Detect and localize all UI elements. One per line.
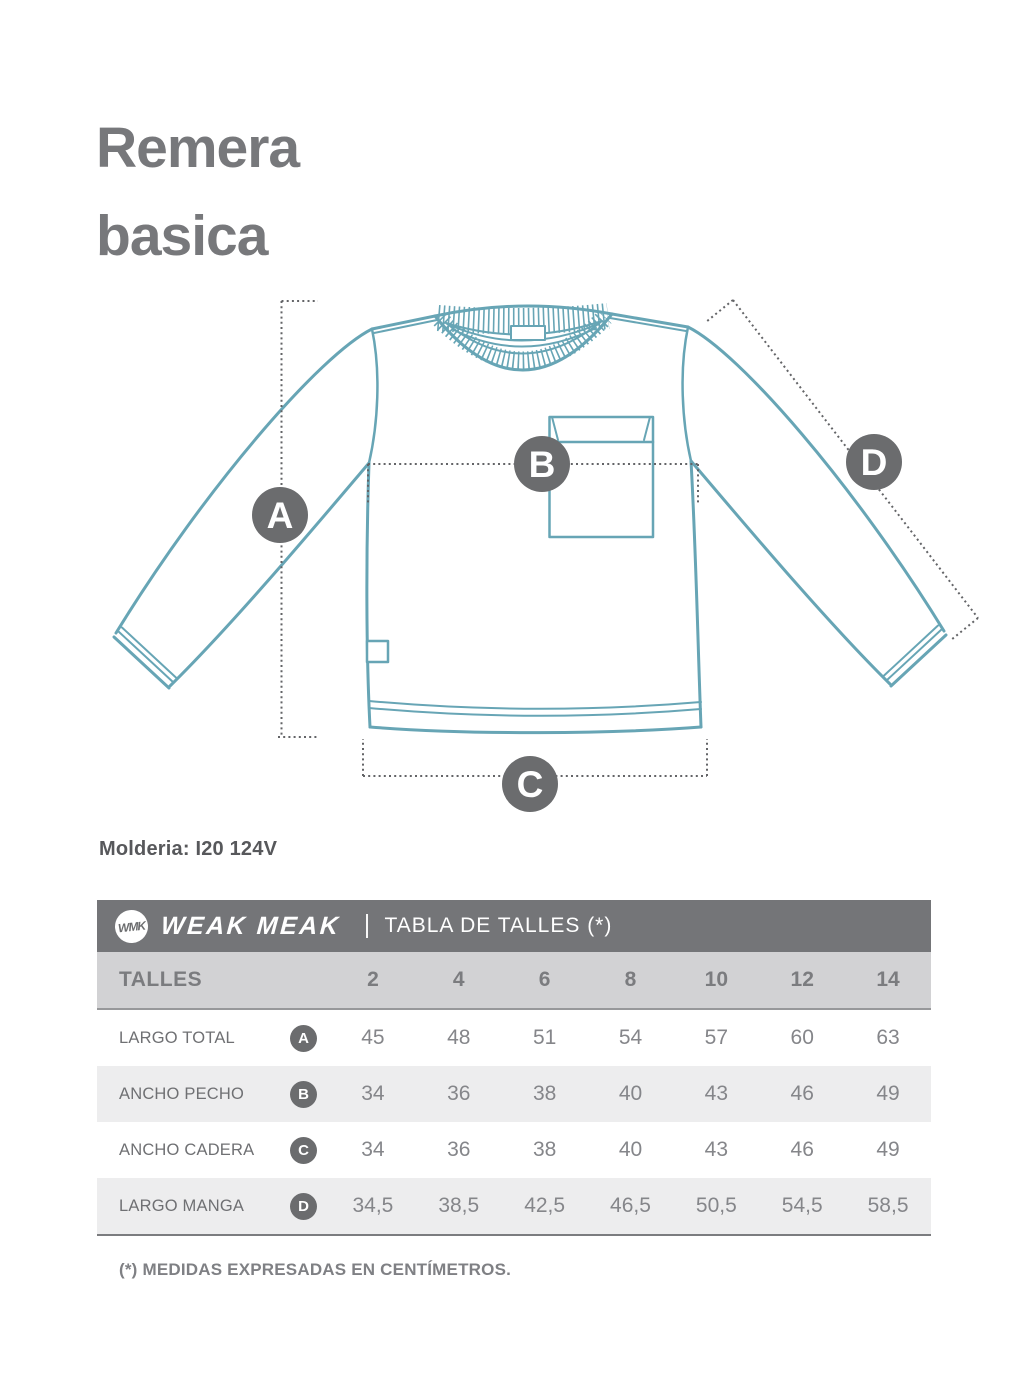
row-label-cell [97,1193,330,1220]
value-cell: 38 [532,1082,557,1105]
marker-b-badge [514,436,570,492]
shirt-outline-icon [114,306,946,733]
page-title [96,104,299,280]
row-marker-badge: A [290,1025,317,1052]
size-header-row [97,952,931,1010]
row-marker-badge: D [290,1193,317,1220]
value-cell: 49 [876,1138,900,1161]
row-label: LARGO MANGA [119,1196,245,1215]
row-marker-badge: C [290,1137,317,1164]
marker-d-letter: D [860,442,888,483]
value-cell: 42,5 [524,1194,566,1217]
row-label: LARGO TOTAL [119,1028,235,1047]
table-title: TABLA DE TALLES (*) [384,914,613,937]
value-cell: 45 [361,1026,385,1049]
pattern-code: Molderia: I20 124V [99,838,278,860]
marker-b-letter: B [528,444,556,485]
value-cell: 54,5 [781,1194,823,1217]
marker-d-badge [846,434,902,490]
side-label-icon [367,641,388,662]
neck-label-icon [511,326,545,340]
value-cell: 50,5 [695,1194,737,1217]
dim-d-end-tick [951,618,978,640]
value-cell: 36 [447,1138,471,1161]
table-row [97,1066,931,1122]
value-cell: 57 [704,1026,729,1049]
size-header-cell: 2 [367,968,379,991]
value-cell: 46,5 [610,1194,651,1217]
value-cell: 43 [704,1138,729,1161]
size-header-cell: 6 [538,968,551,991]
size-header-cell: 10 [704,968,729,991]
marker-c-letter: C [516,764,544,805]
value-cell: 60 [790,1026,814,1049]
value-cell: 38,5 [438,1194,480,1217]
size-header-cell: 12 [790,968,814,991]
value-cell: 34,5 [352,1194,394,1217]
table-header-bar [97,900,931,952]
header-divider [366,914,368,938]
table-row [97,1122,931,1178]
row-label: ANCHO CADERA [119,1140,255,1159]
size-header-cell: 8 [624,968,637,991]
size-header-cell: 4 [452,968,465,991]
row-label-cell [97,1025,330,1052]
value-cell: 58,5 [867,1194,909,1217]
table-row [97,1178,931,1236]
row-marker-badge: B [290,1081,317,1108]
value-cell: 38 [532,1138,557,1161]
value-cell: 43 [704,1082,729,1105]
value-cell: 46 [790,1138,814,1161]
marker-a-letter: A [266,495,294,536]
value-cell: 40 [618,1082,643,1105]
value-cell: 49 [876,1082,900,1105]
marker-c-badge [502,756,558,812]
value-cell: 48 [447,1026,471,1049]
row-label: ANCHO PECHO [119,1084,245,1103]
value-cell: 51 [532,1026,557,1049]
brand-logo-icon [113,908,149,944]
value-cell: 54 [618,1026,643,1049]
value-cell: 34 [361,1138,385,1161]
brand-monogram: WMK [117,917,146,935]
row-label-cell [97,1137,330,1164]
dim-d-start-tick [706,300,733,322]
units-footnote: (*) MEDIDAS EXPRESADAS EN CENTÍMETROS. [119,1260,512,1279]
talles-label: TALLES [119,968,203,991]
value-cell: 34 [361,1082,385,1105]
value-cell: 46 [790,1082,814,1105]
size-table [97,900,931,1236]
size-header-cell: 14 [876,968,900,991]
value-cell: 36 [447,1082,471,1105]
value-cell: 63 [876,1026,900,1049]
row-label-cell [97,1081,330,1108]
brand-name: WEAK MEAK [160,911,342,940]
page-title-line2: basica [96,204,268,268]
page-title-line1: Remera [96,116,300,180]
marker-a-badge [252,487,308,543]
value-cell: 40 [618,1138,643,1161]
table-rows [97,1010,931,1236]
table-row [97,1010,931,1066]
